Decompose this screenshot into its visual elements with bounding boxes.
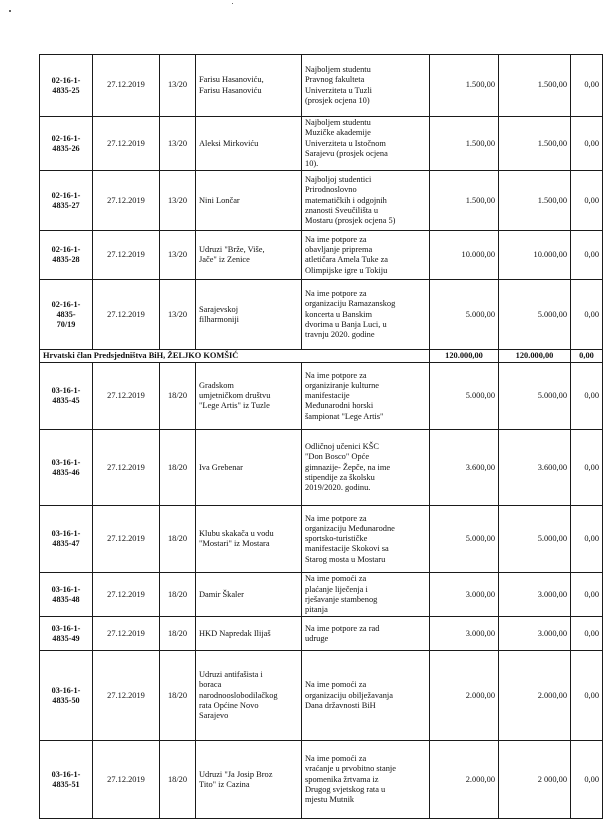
row-amount-paid: 1.500,00 [499,117,571,171]
table-body-group-1 [40,55,603,350]
row-recipient: Aleksi Mirkoviću [196,117,302,171]
row-amount-planned: 3.000,00 [430,573,499,617]
row-decision: 18/20 [160,741,196,819]
row-recipient: Nini Lončar [196,171,302,231]
row-amount-planned: 1.500,00 [430,55,499,117]
row-amount-paid: 3.000,00 [499,573,571,617]
row-purpose: Najboljem studentu Pravnog fakulteta Univerziteta u Tuzli (prosjek ocjena 10) [302,55,430,117]
row-purpose: Najboljoj studentici Prirodnoslovno matematičkih i odgojnih znanosti Sveučilišta u Mostaru (prosjek ocjena 5) [302,171,430,231]
row-code: 02-16-1- 4835- 70/19 [40,280,93,350]
row-date: 27.12.2019 [93,430,160,506]
row-decision: 13/20 [160,231,196,280]
row-date: 27.12.2019 [93,171,160,231]
row-date: 27.12.2019 [93,117,160,171]
row-amount-planned: 2.000,00 [430,741,499,819]
row-recipient: Gradskom umjetničkom društvu "Lege Artis" iz Tuzle [196,363,302,430]
row-amount-planned: 3.600,00 [430,430,499,506]
row-decision: 18/20 [160,506,196,573]
row-date: 27.12.2019 [93,363,160,430]
row-code: 03-16-1- 4835-46 [40,430,93,506]
row-amount-remaining: 0,00 [571,280,603,350]
row-decision: 13/20 [160,280,196,350]
row-decision: 13/20 [160,171,196,231]
row-amount-planned: 5.000,00 [430,280,499,350]
row-date: 27.12.2019 [93,55,160,117]
row-decision: 18/20 [160,363,196,430]
row-amount-remaining: 0,00 [571,741,603,819]
row-recipient: Damir Škaler [196,573,302,617]
row-purpose: Na ime potpore za rad udruge [302,617,430,651]
row-amount-paid: 5.000,00 [499,506,571,573]
row-amount-paid: 5.000,00 [499,363,571,430]
row-decision: 13/20 [160,55,196,117]
table-row [40,280,603,350]
table-row [40,741,603,819]
row-code: 02-16-1- 4835-25 [40,55,93,117]
row-amount-planned: 10.000,00 [430,231,499,280]
row-decision: 18/20 [160,651,196,741]
row-recipient: Udruzi "Ja Josip Broz Tito" iz Cazina [196,741,302,819]
table-row [40,55,603,117]
row-amount-planned: 3.000,00 [430,617,499,651]
row-date: 27.12.2019 [93,506,160,573]
row-date: 27.12.2019 [93,617,160,651]
row-code: 02-16-1- 4835-26 [40,117,93,171]
row-amount-paid: 10.000,00 [499,231,571,280]
row-date: 27.12.2019 [93,573,160,617]
row-purpose: Na ime pomoći za vraćanje u prvobitno stanje spomenika žrtvama iz Drugog svjetskog rata u mjestu Mutnik [302,741,430,819]
row-code: 03-16-1- 4835-48 [40,573,93,617]
row-purpose: Najboljem studentu Muzičke akademije Univerziteta u Istočnom Sarajevu (prosjek ocjena 10). [302,117,430,171]
row-decision: 18/20 [160,617,196,651]
row-recipient: HKD Napredak Ilijaš [196,617,302,651]
row-amount-paid: 2.000,00 [499,651,571,741]
row-amount-planned: 1.500,00 [430,171,499,231]
row-amount-planned: 5.000,00 [430,506,499,573]
row-amount-paid: 5.000,00 [499,280,571,350]
table-row [40,573,603,617]
row-amount-paid: 1.500,00 [499,171,571,231]
row-date: 27.12.2019 [93,231,160,280]
row-recipient: Udruzi "Brže, Više, Jače" iz Zenice [196,231,302,280]
table-row [40,651,603,741]
grants-table [39,54,603,819]
row-amount-remaining: 0,00 [571,430,603,506]
table-row [40,117,603,171]
row-code: 02-16-1- 4835-27 [40,171,93,231]
scan-speck [232,3,233,4]
row-code: 03-16-1- 4835-49 [40,617,93,651]
row-recipient: Klubu skakača u vodu "Mostari" iz Mostara [196,506,302,573]
row-code: 02-16-1- 4835-28 [40,231,93,280]
row-amount-planned: 2.000,00 [430,651,499,741]
row-purpose: Na ime potpore za organizaciju Ramazanskog koncerta u Banskim dvorima u Banja Luci, u travnju 2020. godine [302,280,430,350]
row-amount-remaining: 0,00 [571,617,603,651]
row-decision: 18/20 [160,573,196,617]
row-amount-paid: 1.500,00 [499,55,571,117]
section-planned: 120.000,00 [430,350,499,363]
row-purpose: Na ime potpore za organizaciju Međunarodne sportsko-turističke manifestacije Skokovi sa Starog mosta u Mostaru [302,506,430,573]
row-amount-remaining: 0,00 [571,363,603,430]
row-purpose: Na ime pomoći za plaćanje liječenja i rješavanje stambenog pitanja [302,573,430,617]
row-amount-remaining: 0,00 [571,117,603,171]
table-row [40,617,603,651]
row-date: 27.12.2019 [93,651,160,741]
scan-speck [9,10,11,12]
row-code: 03-16-1- 4835-50 [40,651,93,741]
row-amount-paid: 3.000,00 [499,617,571,651]
row-recipient: Farisu Hasanoviću, Farisu Hasanoviću [196,55,302,117]
row-amount-remaining: 0,00 [571,651,603,741]
section-remaining: 0,00 [571,350,603,363]
row-amount-paid: 2 000,00 [499,741,571,819]
row-amount-remaining: 0,00 [571,573,603,617]
table-row [40,363,603,430]
row-amount-remaining: 0,00 [571,55,603,117]
table-section [40,350,603,363]
row-date: 27.12.2019 [93,280,160,350]
section-label: Hrvatski član Predsjedništva BiH, ŽELJKO KOMŠIĆ [40,350,430,363]
table-row [40,430,603,506]
row-amount-remaining: 0,00 [571,506,603,573]
row-recipient: Sarajevskoj filharmoniji [196,280,302,350]
table-row [40,506,603,573]
row-purpose: Na ime potpore za obavljanje priprema atletičara Amela Tuke za Olimpijske igre u Tokiju [302,231,430,280]
row-amount-paid: 3.600,00 [499,430,571,506]
row-code: 03-16-1- 4835-47 [40,506,93,573]
row-decision: 13/20 [160,117,196,171]
row-purpose: Na ime potpore za organiziranje kulturne manifestacije Međunarodni horski šampionat "Lege Artis" [302,363,430,430]
row-decision: 18/20 [160,430,196,506]
row-recipient: Udruzi antifašista i boraca narodnooslobodilačkog rata Općine Novo Sarajevo [196,651,302,741]
row-code: 03-16-1- 4835-45 [40,363,93,430]
table-row [40,231,603,280]
row-amount-planned: 5.000,00 [430,363,499,430]
row-amount-remaining: 0,00 [571,171,603,231]
table-body-group-2 [40,363,603,819]
row-amount-remaining: 0,00 [571,231,603,280]
row-code: 03-16-1- 4835-51 [40,741,93,819]
table-row [40,171,603,231]
row-recipient: Iva Grebenar [196,430,302,506]
section-paid: 120.000,00 [499,350,571,363]
row-purpose: Odličnoj učenici KŠC "Don Bosco" Opće gimnazije- Žepče, na ime stipendije za školsku 2019/2020. godinu. [302,430,430,506]
row-purpose: Na ime pomoći za organizaciju obilježavanja Dana državnosti BiH [302,651,430,741]
section-row [40,350,603,363]
row-amount-planned: 1.500,00 [430,117,499,171]
row-date: 27.12.2019 [93,741,160,819]
